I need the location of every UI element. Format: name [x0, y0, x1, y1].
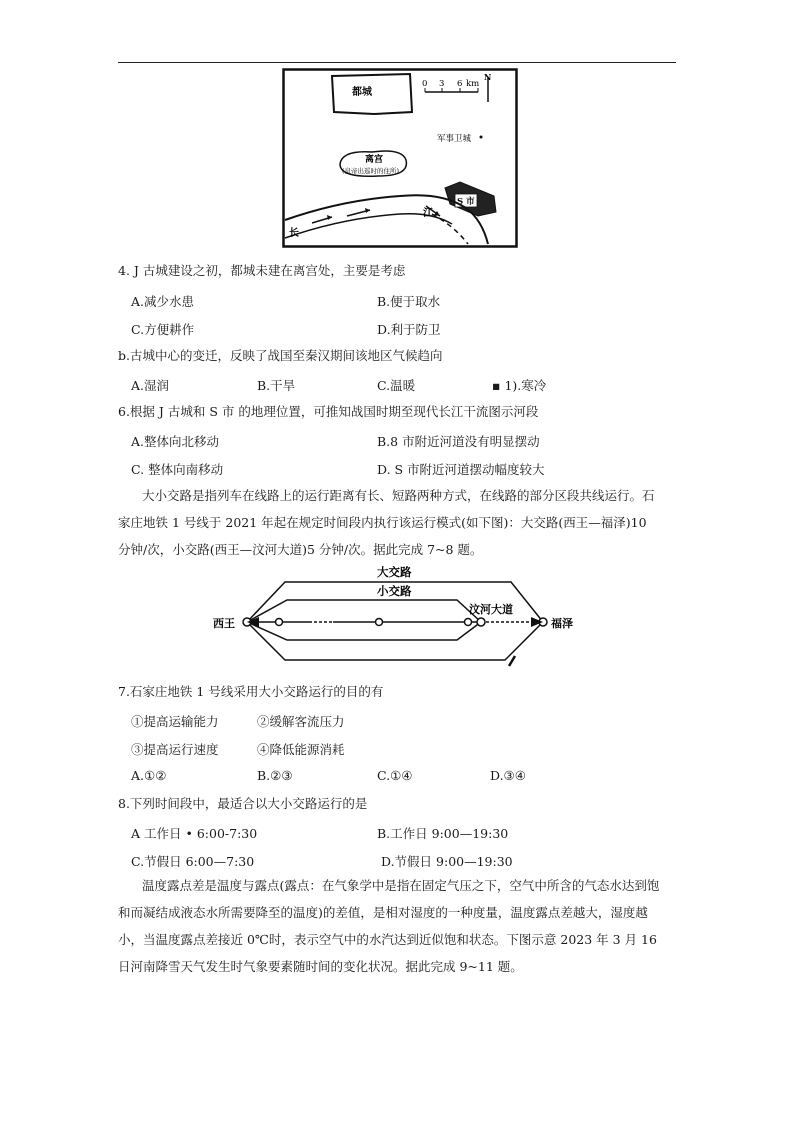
q7-item-3: ③提高运行速度 — [131, 742, 219, 757]
q5-option-b[interactable]: B.干旱 — [257, 378, 296, 393]
q4-stem: 4. J 古城建设之初，都城未建在离宫处，主要是考虑 — [118, 263, 406, 278]
q4-option-a[interactable]: A.减少水患 — [131, 294, 195, 309]
q5-option-d[interactable]: ▪ 1).寒冷 — [492, 378, 547, 393]
north-label: N — [484, 72, 492, 82]
station-mid-label: 汶河大道 — [469, 603, 513, 616]
scale-label-6: 6 — [457, 79, 463, 89]
route-diagram — [205, 560, 585, 672]
q8-option-a[interactable]: A 工作日 • 6:00-7:30 — [131, 826, 258, 841]
stray-mark — [509, 656, 515, 666]
capital-outline — [332, 74, 412, 114]
palace-title: 离宫 — [365, 155, 384, 165]
small-route-label: 小交路 — [377, 584, 412, 598]
palace-note: (皇帝出巡时的住所) — [342, 167, 400, 175]
q7-item-2: ②缓解客流压力 — [257, 714, 345, 729]
q6-option-b[interactable]: B.8 市附近河道没有明显摆动 — [377, 434, 540, 449]
q7-option-c[interactable]: C.①④ — [377, 768, 413, 783]
q4-option-c[interactable]: C.方便耕作 — [131, 322, 195, 337]
big-route-bottom — [247, 622, 543, 660]
q8-stem: 8.下列时间段中，最适合以大小交路运行的是 — [118, 796, 368, 811]
station-left-label: 西王 — [213, 617, 235, 630]
header-rule — [118, 62, 676, 63]
q8-option-c[interactable]: C.节假日 6:00—7:30 — [131, 854, 255, 869]
q8-option-d[interactable]: D.节假日 9:00—19:30 — [381, 854, 513, 869]
q7-item-4: ④降低能源消耗 — [257, 742, 345, 757]
q6-option-c[interactable]: C. 整体向南移动 — [131, 462, 224, 477]
military-city-label: 军事卫城 — [437, 134, 472, 144]
station-wenhe-icon — [477, 618, 485, 626]
q4-option-b[interactable]: B.便于取水 — [377, 294, 441, 309]
river-label-jiang: 江 — [423, 208, 433, 219]
intro-7-8: 大小交路是指列车在线路上的运行距离有长、短路两种方式，在线路的部分区段共线运行。石家庄地铁 1 号线于 2021 年起在规定时间段内执行该运行模式(如下图)：大交路(西王—福泽)10 分钟/次，小交路(西王—汶河大道)5 分钟/次。据此完成 7~8 题。 — [118, 488, 655, 557]
q7-stem: 7.石家庄地铁 1 号线采用大小交路运行的目的有 — [118, 684, 384, 699]
q7-option-d[interactable]: D.③④ — [490, 768, 526, 783]
q6-option-a[interactable]: A.整体向北移动 — [131, 434, 220, 449]
military-city-marker-icon — [480, 136, 483, 139]
q7-option-a[interactable]: A.①② — [131, 768, 167, 783]
river-label-chang: 长 — [289, 228, 299, 239]
intro-9-11: 温度露点差是温度与露点(露点：在气象学中是指在固定气压之下，空气中所含的气态水达到饱和而凝结成液态水所需要降至的温度)的差值，是相对湿度的一种度量，温度露点差越大，湿度越小，当温度露点差接近 0℃时，表示空气中的水汽达到近似饱和状态。下图示意 2023 年 3 月 16 日河南降雪天气发生时气象要素随时间的变化状况。据此完成 9~11 题。 — [118, 878, 660, 974]
q5-option-c[interactable]: C.温暖 — [377, 378, 416, 393]
scale-label-0: 0 — [422, 79, 428, 89]
station-marker-icon — [276, 619, 283, 626]
scale-label-km: km — [466, 79, 480, 89]
ancient-city-map — [282, 68, 518, 250]
station-marker-icon — [376, 619, 383, 626]
q7-item-1: ①提高运输能力 — [131, 714, 219, 729]
small-route-top — [247, 600, 481, 622]
q6-option-d[interactable]: D. S 市附近河道摆动幅度较大 — [377, 462, 545, 477]
station-marker-icon — [465, 619, 472, 626]
q5-stem: b.古城中心的变迁，反映了战国至秦汉期间该地区气候趋向 — [118, 348, 443, 363]
big-route-label: 大交路 — [377, 565, 412, 579]
scale-label-3: 3 — [439, 79, 445, 89]
q6-stem: 6.根据 J 古城和 S 市 的地理位置，可推知战国时期至现代长江干流图示河段 — [118, 404, 539, 419]
q5-option-a[interactable]: A.湿润 — [131, 378, 170, 393]
s-city-label: S 市 — [457, 197, 475, 207]
station-right-label: 福泽 — [551, 617, 573, 630]
q4-option-d[interactable]: D.利于防卫 — [377, 322, 441, 337]
q7-option-b[interactable]: B.②③ — [257, 768, 293, 783]
q8-option-b[interactable]: B.工作日 9:00—19:30 — [377, 826, 509, 841]
capital-label: 都城 — [352, 87, 372, 98]
